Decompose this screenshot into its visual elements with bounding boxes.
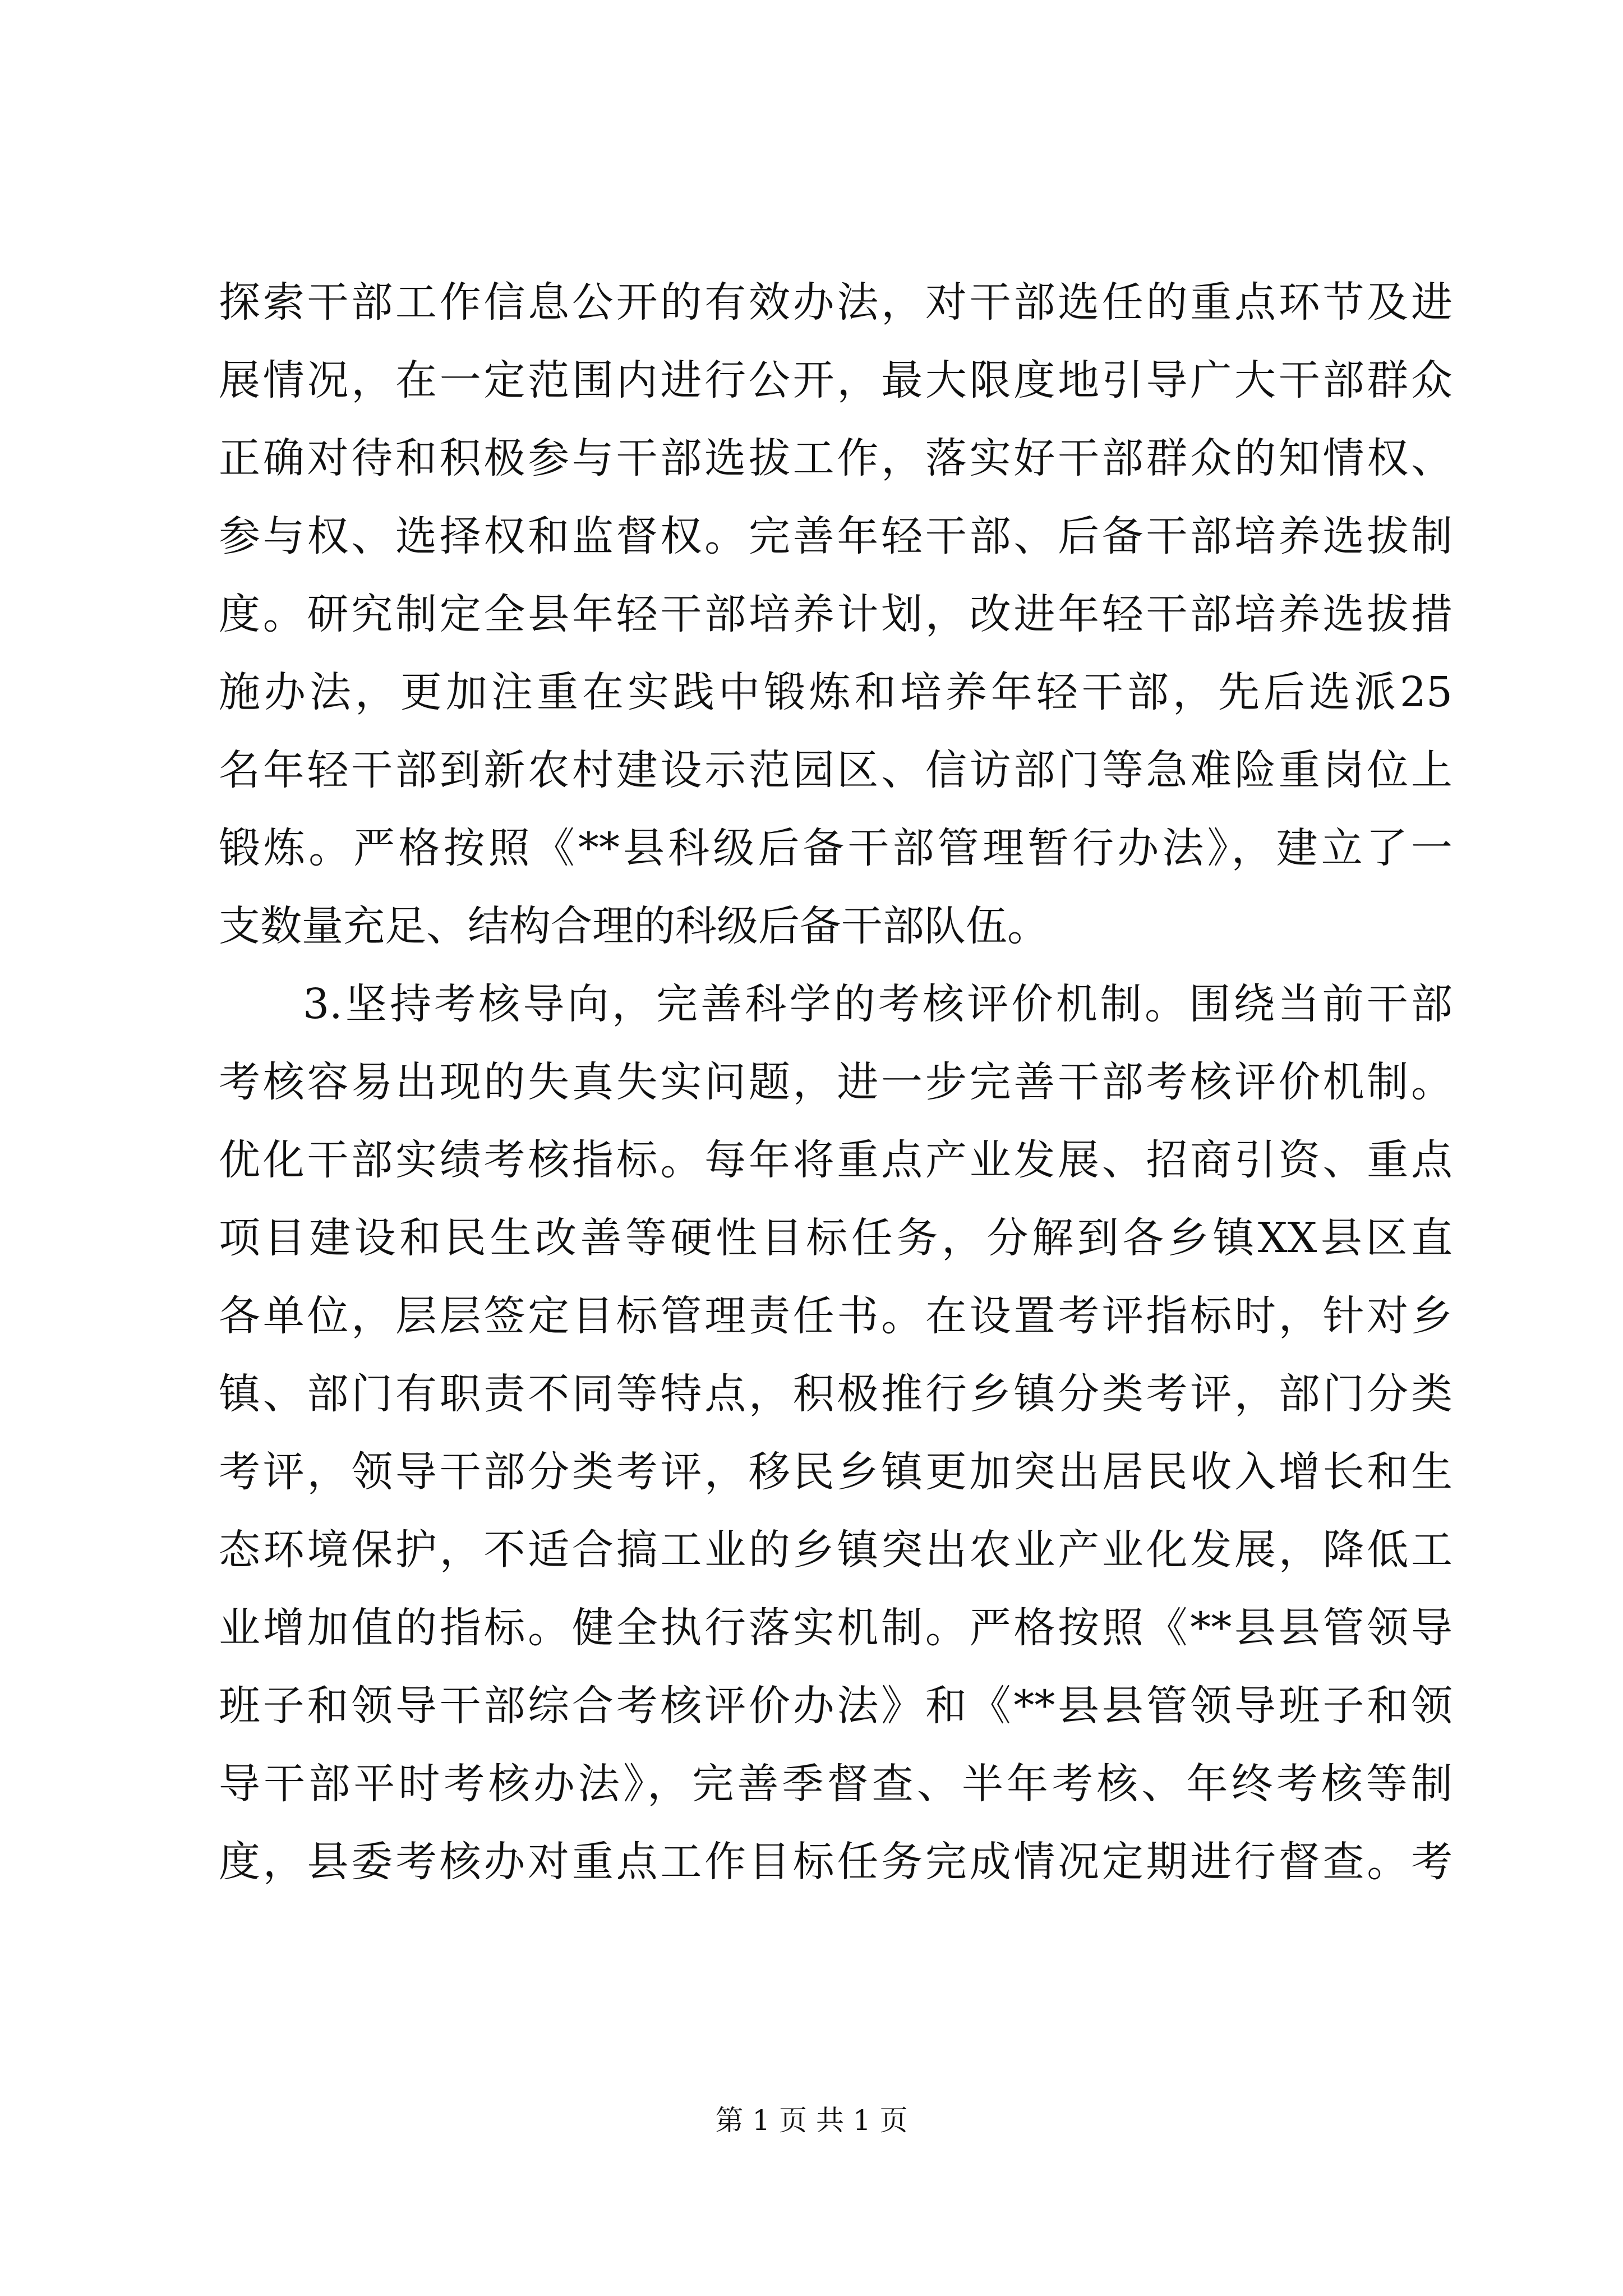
page-number-footer: 第 1 页 共 1 页 — [715, 2104, 908, 2137]
text-line: 3.坚持考核导向，完善科学的考核评价机制。围绕当前干部 — [303, 980, 1453, 1028]
text-line: 度，县委考核办对重点工作目标任务完成情况定期进行督查。考 — [219, 1838, 1453, 1886]
text-line: 导干部平时考核办法》，完善季督查、半年考核、年终考核等制 — [219, 1760, 1453, 1808]
text-line: 项目建设和民生改善等硬性目标任务，分解到各乡镇XX县区直 — [219, 1214, 1453, 1262]
text-line: 探索干部工作信息公开的有效办法，对干部选任的重点环节及进 — [219, 278, 1453, 326]
text-line: 展情况，在一定范围内进行公开，最大限度地引导广大干部群众 — [219, 356, 1453, 404]
text-line: 优化干部实绩考核指标。每年将重点产业发展、招商引资、重点 — [219, 1136, 1453, 1184]
text-line: 正确对待和积极参与干部选拔工作，落实好干部群众的知情权、 — [219, 434, 1453, 482]
text-line: 名年轻干部到新农村建设示范园区、信访部门等急难险重岗位上 — [219, 746, 1453, 794]
paragraph — [219, 965, 1453, 1901]
paragraph — [219, 264, 1453, 965]
document-body — [219, 264, 1453, 1901]
text-line: 支数量充足、结构合理的科级后备干部队伍。 — [219, 902, 1049, 950]
text-line: 参与权、选择权和监督权。完善年轻干部、后备干部培养选拔制 — [219, 512, 1453, 560]
text-line: 态环境保护，不适合搞工业的乡镇突出农业产业化发展，降低工 — [219, 1526, 1453, 1574]
text-line: 镇、部门有职责不同等特点，积极推行乡镇分类考评，部门分类 — [219, 1370, 1453, 1418]
text-line: 各单位，层层签定目标管理责任书。在设置考评指标时，针对乡 — [219, 1292, 1453, 1340]
text-line: 业增加值的指标。健全执行落实机制。严格按照《**县县管领导 — [219, 1604, 1453, 1652]
text-line: 锻炼。严格按照《**县科级后备干部管理暂行办法》，建立了一 — [219, 824, 1453, 872]
text-line: 班子和领导干部综合考核评价办法》和《**县县管领导班子和领 — [219, 1682, 1453, 1730]
text-line: 度。研究制定全县年轻干部培养计划，改进年轻干部培养选拔措 — [219, 590, 1453, 638]
text-line: 考评，领导干部分类考评，移民乡镇更加突出居民收入增长和生 — [219, 1448, 1453, 1496]
text-line: 考核容易出现的失真失实问题，进一步完善干部考核评价机制。 — [219, 1058, 1453, 1106]
text-line: 施办法，更加注重在实践中锻炼和培养年轻干部，先后选派25 — [219, 668, 1453, 716]
